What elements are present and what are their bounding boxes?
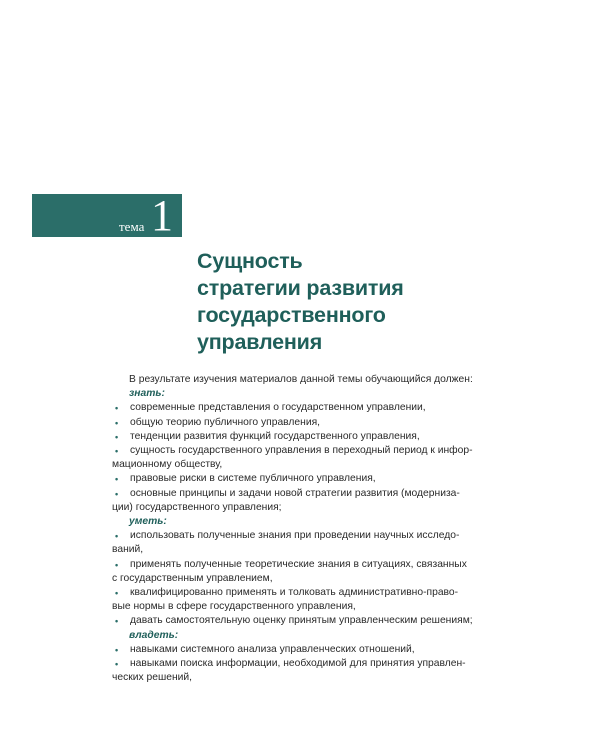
bullet-icon: • xyxy=(115,588,119,599)
bullet-icon: • xyxy=(115,474,119,485)
title-line: стратегии развития xyxy=(197,276,404,300)
section-label-know: знать: xyxy=(129,388,165,400)
section-label-master: владеть: xyxy=(129,629,179,641)
list-item: • сущность государственного управления в переходный период к инфор- мационному обществу, xyxy=(112,445,473,471)
list-item: • использовать полученные знания при проведении научных исследо- ваний, xyxy=(112,530,460,556)
list-item: • тенденции развития функций государственного управления, xyxy=(112,430,488,444)
title-line: управления xyxy=(197,330,323,354)
list-item: • применять полученные теоретические знания в ситуациях, связанных с государственным управлением, xyxy=(112,558,467,584)
intro-paragraph: В результате изучения материалов данной темы обучающийся должен: xyxy=(129,374,473,385)
list-item: • современные представления о государственном управлении, xyxy=(112,401,488,415)
bullet-icon: • xyxy=(115,488,119,499)
know-list xyxy=(112,401,488,515)
learning-outcomes xyxy=(112,373,488,685)
list-item: • правовые риски в системе публичного управления, xyxy=(112,472,488,486)
bullet-icon: • xyxy=(115,644,119,655)
bullet-icon: • xyxy=(115,559,119,570)
list-item: • основные принципы и задачи новой стратегии развития (модерниза- ции) государственного управления; xyxy=(112,487,460,513)
bullet-icon: • xyxy=(115,431,119,442)
topic-banner xyxy=(32,191,182,240)
bullet-icon: • xyxy=(115,417,119,428)
list-item: • навыками поиска информации, необходимой для принятия управлен- ческих решений, xyxy=(112,658,466,684)
list-item: • квалифицированно применять и толковать административно-право- вые нормы в сфере государственного управления, xyxy=(112,587,459,613)
bullet-icon: • xyxy=(115,659,119,670)
chapter-title xyxy=(197,248,404,356)
title-line: государственного xyxy=(197,303,386,327)
can-list xyxy=(112,529,488,628)
master-list xyxy=(112,643,488,686)
list-item: • навыками системного анализа управленческих отношений, xyxy=(112,643,488,657)
list-item: • давать самостоятельную оценку принятым управленческим решениям; xyxy=(112,614,488,628)
bullet-icon: • xyxy=(115,616,119,627)
section-label-can: уметь: xyxy=(129,516,167,528)
topic-number: 1 xyxy=(151,191,173,240)
list-item: • общую теорию публичного управления, xyxy=(112,416,488,430)
topic-word: тема xyxy=(119,219,145,234)
bullet-icon: • xyxy=(115,446,119,457)
bullet-icon: • xyxy=(115,403,119,414)
title-line: Сущность xyxy=(197,249,303,273)
bullet-icon: • xyxy=(115,531,119,542)
